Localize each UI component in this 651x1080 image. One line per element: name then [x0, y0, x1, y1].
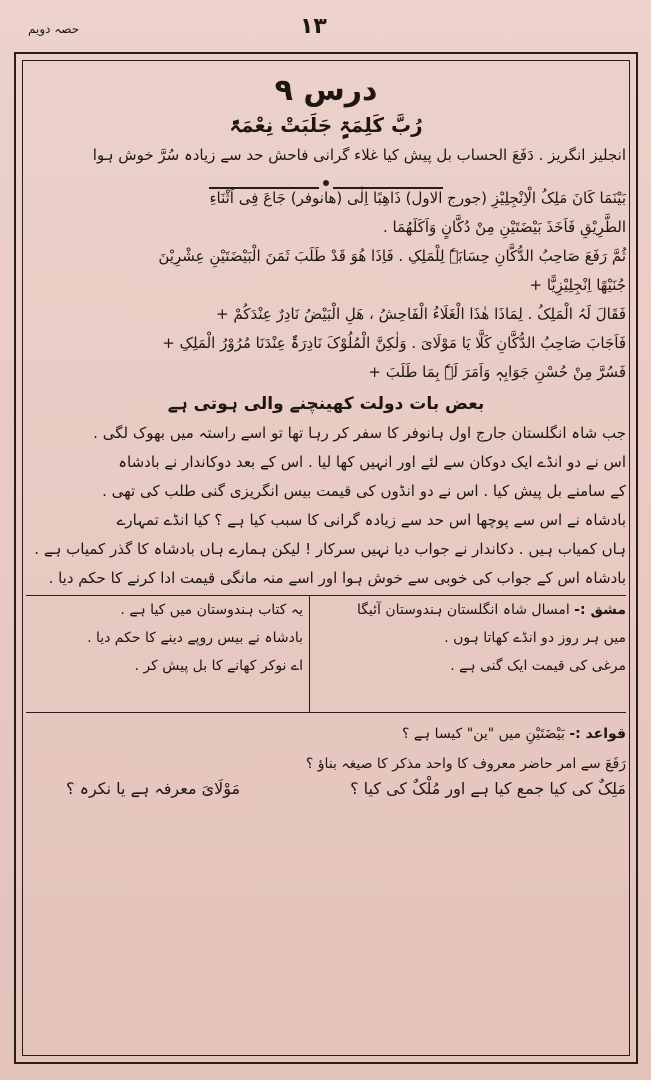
grammar-line	[26, 719, 626, 749]
lesson-title: درس ۹	[274, 73, 378, 108]
exercise-line	[314, 596, 626, 624]
urdu-line: کے سامنے بل پیش کیا . اس نے دو انڈوں کی قیمت بیس انگریزی گنی طلب کی تھی .	[102, 482, 626, 500]
urdu-line: جب شاہ انگلستان جارج اول ہانوفر کا سفر کر رہا تھا تو اسے راستہ میں بھوک لگی .	[93, 424, 626, 442]
translation-heading: بعض بات دولت کھینچنے والی ہوتی ہے	[167, 394, 485, 414]
grammar-section	[26, 719, 626, 809]
grammar-question: بَیْضَتَیْنِ میں "ین" کیسا ہے ؟	[401, 726, 565, 742]
arabic-line: جُنَیْھًا اِنْجِلِیْزِیًّا +	[529, 276, 626, 294]
exercise-sentence: مرغی کی قیمت ایک گنی ہے .	[450, 658, 626, 674]
divider-dot	[323, 180, 329, 186]
grammar-question: مَلِکٌ کی کیا جمع کیا ہے اور مُلْکٌ کی کیا ؟	[350, 779, 626, 798]
urdu-line: بادشاہ اس کے جواب کی خوبی سے خوش ہوا اور اسے منہ مانگی قیمت ادا کرنے کا حکم دیا .	[48, 569, 626, 587]
page-header	[0, 10, 651, 46]
divider-line	[209, 187, 319, 189]
exercise-section	[26, 595, 626, 713]
arabic-text	[26, 184, 626, 387]
arabic-line: فَاَجَابَ صَاحِبُ الدُّکَّانِ کَلَّا یَا مَوْلَایَ . وَلٰکِنَّ الْمُلُوْکَ نَادِرَۃٌ عِنْدَنَا مُرُوْرُ الْمَلِکِ +	[162, 334, 626, 352]
arabic-line: فَقَالَ لَہُ الْمَلِکُ . لِمَاذَا ھٰذَا الْغَلَاءُ الْفَاحِشُ ، ھَلِ الْبَیْضُ نَادِرٌ عِنْدَکُمْ +	[215, 305, 626, 323]
page-number: ۱۳	[300, 14, 327, 39]
arabic-line: بَیْنَمَا کَانَ مَلِکُ الْاِنْجِلِیْزِ (جورج الاول) ذَاھِبًا اِلٰی (ھانوفر) جَاعَ فِی اَثْنَاءِ	[209, 189, 626, 207]
arabic-line: ثُمَّ رَفَعَ صَاحِبُ الدُّکَّانِ حِسَابَہٗ لِلْمَلِکِ . فَاِذَا ھُوَ قَدْ طَلَبَ ثَمَنَ الْبَیْضَتَیْنِ عِشْرِیْنَ	[158, 247, 626, 265]
urdu-line: ہاں کمیاب ہیں . دکاندار نے جواب دیا نہیں سرکار ! لیکن ہمارے ہاں بادشاہ کا گذر کمیاب ہے .	[34, 540, 626, 558]
urdu-line: بادشاہ نے اس سے پوچھا اس حد سے زیادہ گرانی کا سبب کیا ہے ؟ کیا انڈے تمہارے	[116, 511, 626, 529]
exercise-sentence: میں ہر روز دو انڈے کھاتا ہوں .	[444, 630, 626, 646]
grammar-label: قواعد :-	[569, 726, 626, 742]
divider	[26, 168, 626, 184]
arabic-line: الطَّرِیْقِ فَاَخَذَ بَیْضَتَیْنِ مِنْ دُکَّانٍ وَاَکَلَھُمَا .	[383, 218, 626, 236]
exercise-label: مشق :-	[574, 602, 626, 618]
exercise-sentence: امسال شاہ انگلستان ہندوستان آئیگا	[356, 602, 570, 618]
section-label: حصہ دویم	[28, 22, 80, 36]
arabic-line: فَسُرَّ مِنْ حُسْنِ جَوَابِہٖ وَاَمَرَ لَہٗ بِمَا طَلَبَ +	[368, 363, 626, 381]
exercise-sentence: یہ کتاب ہندوستان میں کیا ہے .	[120, 602, 303, 618]
grammar-line	[26, 779, 626, 809]
grammar-question: مَوْلَایَ معرفہ ہے یا نکرہ ؟	[66, 779, 241, 798]
vocabulary-intro: انجلیز انگریز . دَفَعَ الحساب بل پیش کیا غلاء گرانی فاحش حد سے زیادہ سُرَّ خوش ہوا	[92, 146, 626, 164]
grammar-question: رَفَعَ سے امر حاضر معروف کا واحد مذکر کا صیغہ بناؤ ؟	[305, 756, 626, 772]
exercise-sentence: بادشاہ نے بیس روپے دینے کا حکم دیا .	[87, 630, 303, 646]
page-frame	[14, 52, 638, 1064]
exercise-sentence: اے نوکر کھانے کا بل پیش کر .	[134, 658, 303, 674]
lesson-subtitle: رُبَّ کَلِمَۃٍ جَلَبَتْ نِعْمَۃً	[229, 113, 423, 137]
exercise-right-column	[314, 596, 626, 712]
exercise-left-column	[26, 596, 310, 712]
divider-line	[333, 187, 443, 189]
urdu-line: اس نے دو انڈے ایک دوکان سے لئے اور انہیں کھا لیا . اس کے بعد دوکاندار نے بادشاہ	[118, 453, 626, 471]
urdu-translation	[26, 419, 626, 593]
page-content	[26, 62, 626, 1054]
